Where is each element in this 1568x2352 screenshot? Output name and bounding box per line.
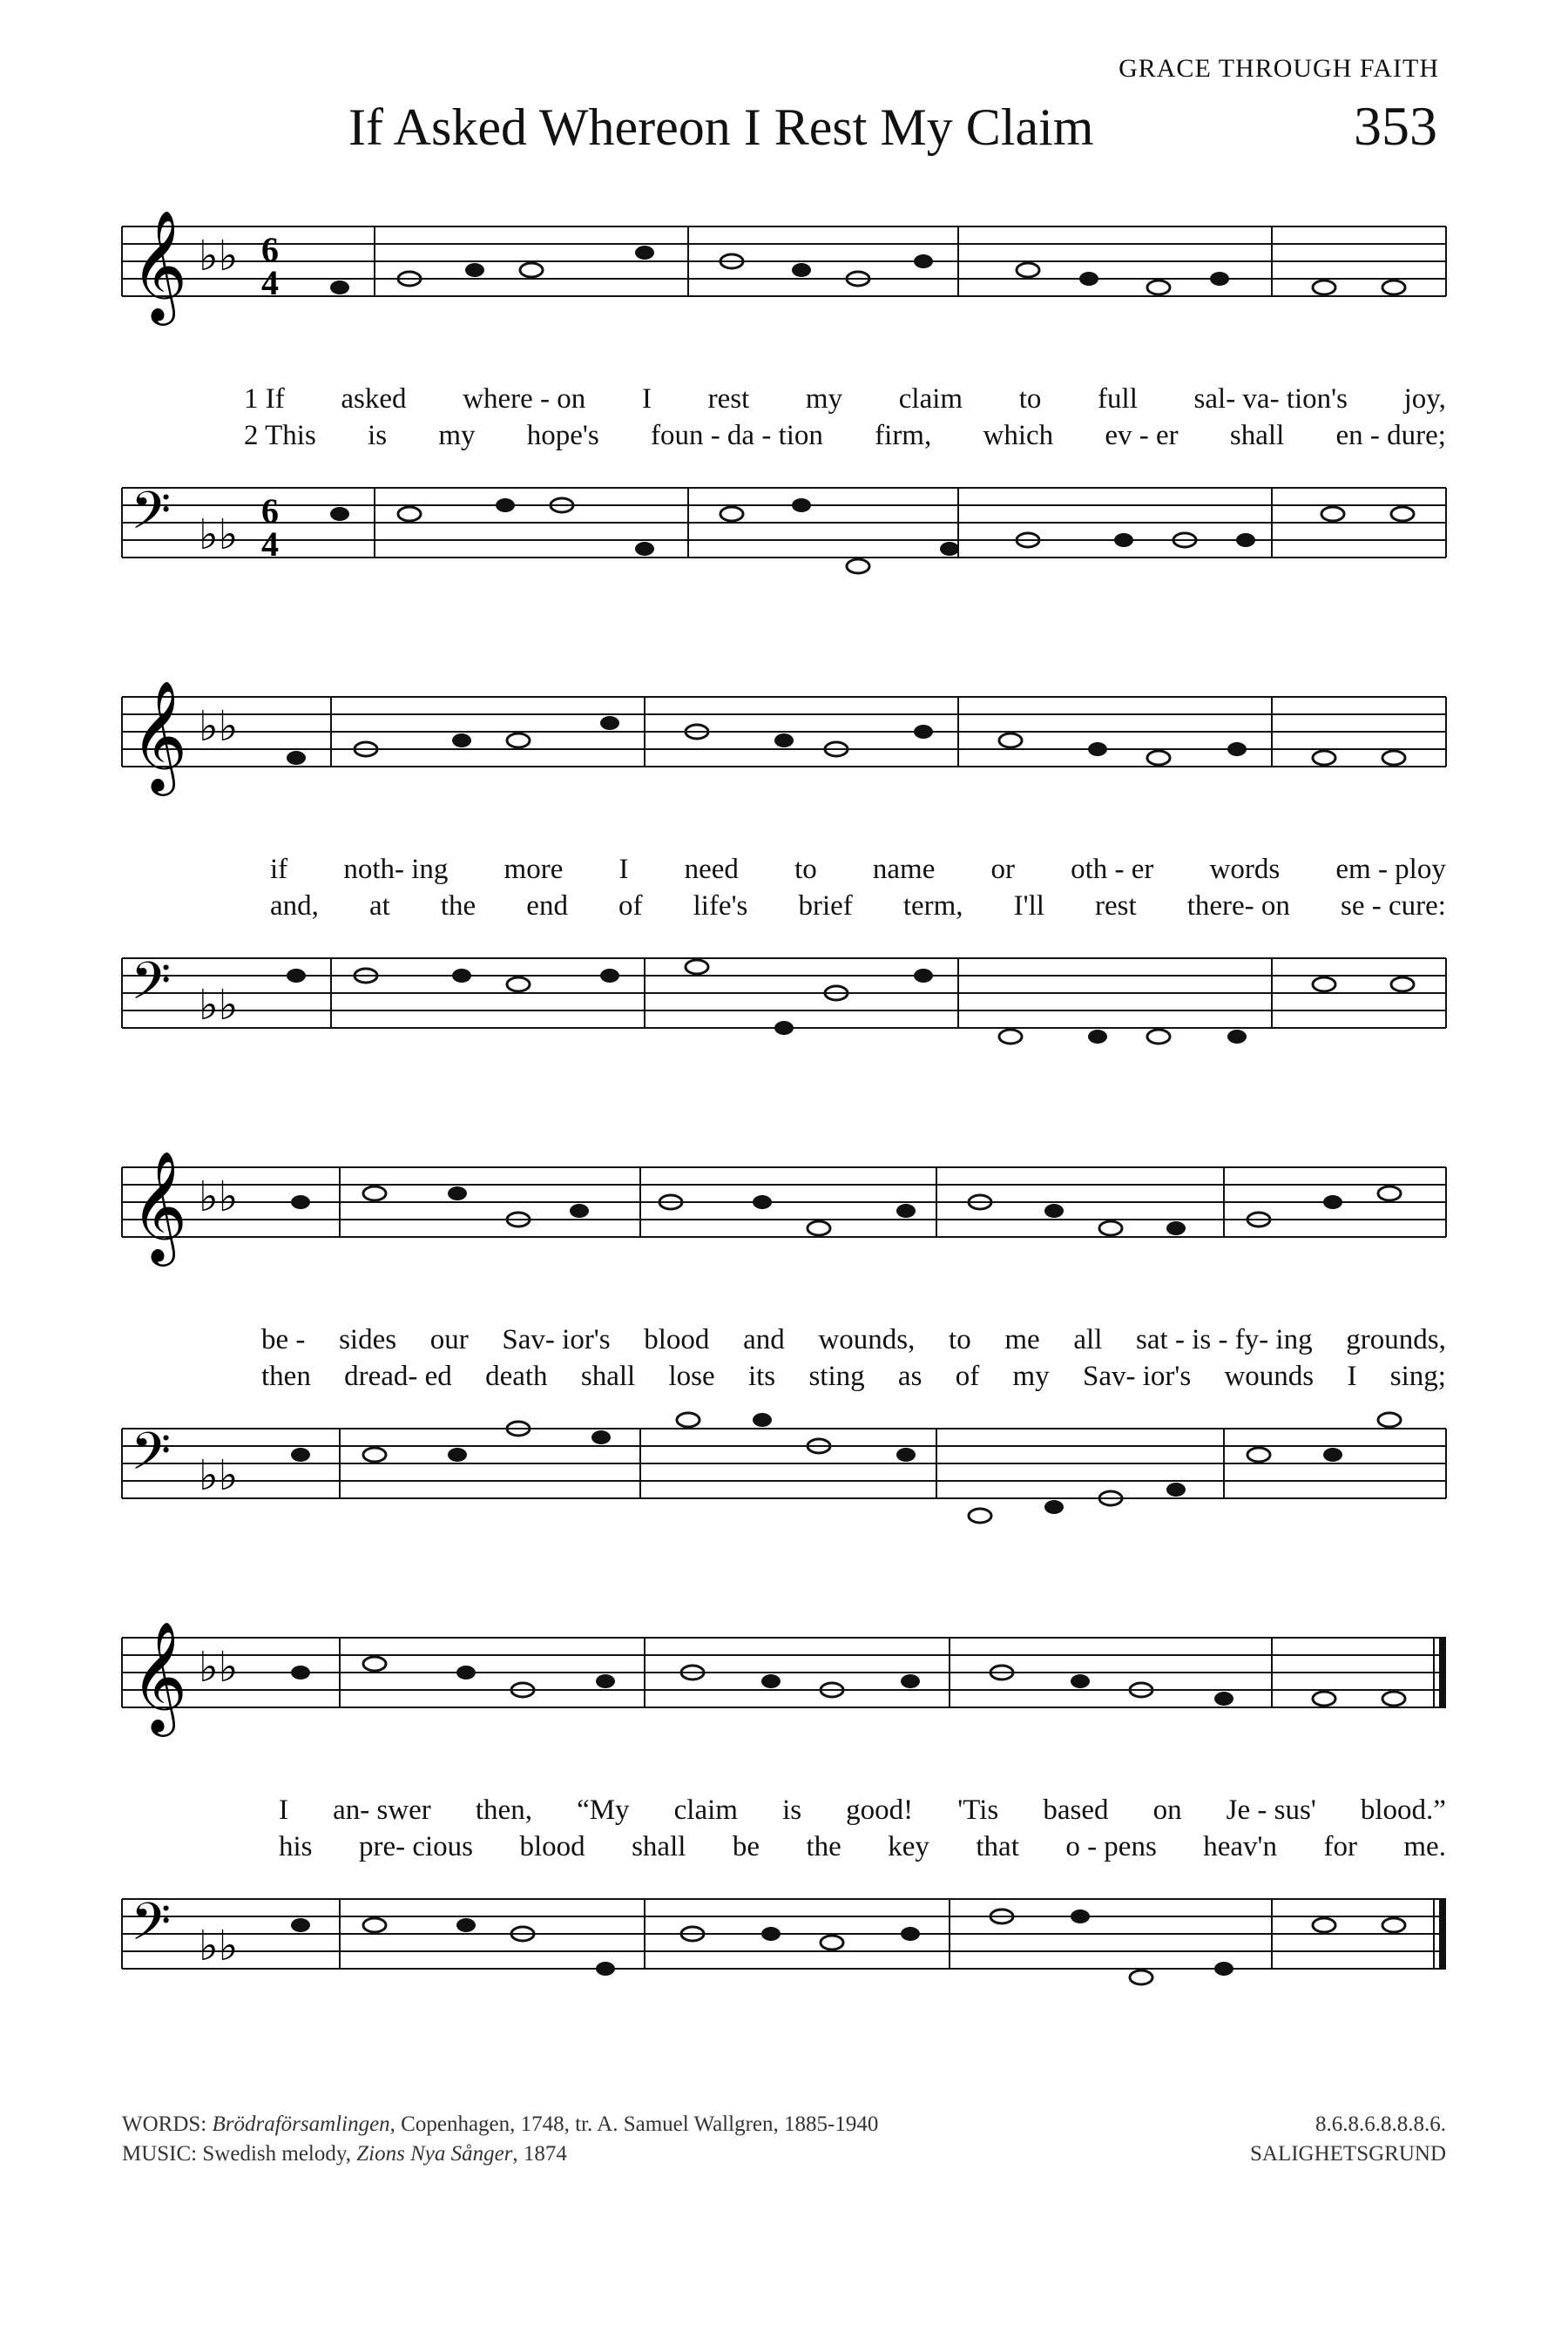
music-system-2 (0, 679, 1568, 1063)
music-details: Swedish melody, (197, 2142, 357, 2166)
lyric: that (976, 1831, 1019, 1862)
lyric: blood (519, 1831, 585, 1862)
lyric: wounds, (818, 1324, 916, 1355)
lyric: my (438, 420, 476, 451)
lyric: lose (668, 1361, 715, 1392)
lyric: noth- ing (343, 854, 449, 885)
lyric: me (1004, 1324, 1040, 1355)
lyric: blood (644, 1324, 710, 1355)
lyric: sing; (1389, 1361, 1446, 1392)
treble-staff (0, 1150, 1568, 1324)
lyric: my (805, 383, 843, 415)
lyric: of (618, 890, 643, 922)
lyric: there- on (1186, 890, 1290, 922)
lyric: 'Tis (957, 1794, 999, 1826)
lyric: life's (693, 890, 748, 922)
lyric: dread- ed (344, 1361, 452, 1392)
lyric: to (1018, 383, 1042, 415)
treble-staff (0, 679, 1568, 854)
music-credit (122, 2139, 878, 2169)
meter: 8.6.8.6.8.8.8.6. (1315, 2112, 1446, 2136)
music-system-4 (0, 1620, 1568, 2004)
svg-text:𝄢: 𝄢 (131, 950, 172, 1024)
bass-staff (0, 941, 1568, 1080)
lyric: I'll (1013, 890, 1044, 922)
verse-1-lyrics (270, 854, 1446, 886)
bass-staff (0, 1411, 1568, 1551)
lyric: to (949, 1324, 971, 1355)
lyric: 2 This (244, 420, 316, 451)
lyric: which (983, 420, 1054, 451)
treble-staff (0, 209, 1568, 383)
words-credit (122, 2110, 878, 2139)
music-system-1 (0, 209, 1568, 592)
music-label: MUSIC: (122, 2142, 198, 2166)
svg-text:𝄞: 𝄞 (131, 209, 188, 321)
svg-text:♭♭: ♭♭ (199, 702, 239, 751)
lyric: an- swer (333, 1794, 431, 1826)
lyric: need (684, 854, 739, 885)
lyric: on (1152, 1794, 1182, 1826)
svg-text:6: 6 (261, 230, 279, 269)
lyric: wounds (1224, 1361, 1315, 1392)
music-system-3 (0, 1150, 1568, 1533)
lyric: se - cure: (1341, 890, 1446, 922)
lyric: end (526, 890, 568, 922)
tune-name: SALIGHETSGRUND (1250, 2142, 1446, 2166)
lyric: all (1073, 1324, 1103, 1355)
verse-1-lyrics (261, 1324, 1446, 1356)
lyric: and (743, 1324, 785, 1355)
lyric: more (504, 854, 564, 885)
lyric: be - (261, 1324, 306, 1355)
lyric: foun - da - tion (650, 420, 823, 451)
lyric: good! (846, 1794, 914, 1826)
bass-staff (0, 1882, 1568, 2021)
svg-text:4: 4 (261, 524, 279, 564)
lyric: is (782, 1794, 802, 1826)
verse-2-lyrics (279, 1831, 1446, 1863)
lyric: joy, (1403, 383, 1446, 415)
words-details: , Copenhagen, 1748, tr. A. Samuel Wallgren, 1885-1940 (389, 2112, 879, 2136)
lyric: key (888, 1831, 929, 1862)
lyric: for (1323, 1831, 1357, 1862)
lyric: full (1098, 383, 1138, 415)
verse-1-lyrics (279, 1794, 1446, 1827)
svg-text:♭♭: ♭♭ (199, 1922, 239, 1970)
page-title: If Asked Whereon I Rest My Claim (348, 98, 1094, 156)
lyric: or (990, 854, 1015, 885)
lyric: is (368, 420, 388, 451)
lyric: me. (1403, 1831, 1446, 1862)
lyric: en - dure; (1335, 420, 1446, 451)
svg-text:𝄢: 𝄢 (131, 1891, 172, 1964)
svg-text:𝄢: 𝄢 (131, 1421, 172, 1494)
verse-1-lyrics (244, 383, 1446, 416)
svg-text:𝄢: 𝄢 (131, 480, 172, 553)
lyric: where - on (463, 383, 586, 415)
lyric: and, (270, 890, 319, 922)
svg-text:♭♭: ♭♭ (199, 510, 239, 559)
lyric: at (368, 890, 390, 922)
lyric: then, (475, 1794, 532, 1826)
verse-2-lyrics (270, 890, 1446, 923)
lyric: I (641, 383, 652, 415)
lyric: then (261, 1361, 311, 1392)
lyric: brief (798, 890, 853, 922)
lyric: claim (673, 1794, 738, 1826)
svg-text:♭♭: ♭♭ (199, 1173, 239, 1221)
svg-text:6: 6 (261, 491, 279, 531)
lyric: heav'n (1203, 1831, 1277, 1862)
tune-info (1250, 2110, 1446, 2169)
lyric: if (270, 854, 288, 885)
svg-text:4: 4 (261, 263, 279, 302)
lyric: “My (577, 1794, 630, 1826)
credits (122, 2110, 878, 2169)
lyric: asked (341, 383, 407, 415)
lyric: ev - er (1105, 420, 1179, 451)
lyric: I (1347, 1361, 1357, 1392)
lyric: oth - er (1071, 854, 1154, 885)
words-source: Brödraförsamlingen (212, 2112, 390, 2136)
music-year: , 1874 (512, 2142, 567, 2166)
lyric: Je - sus' (1226, 1794, 1316, 1826)
lyric: my (1012, 1361, 1050, 1392)
lyric: sat - is - fy- ing (1136, 1324, 1313, 1355)
svg-text:♭♭: ♭♭ (199, 981, 239, 1030)
lyric: sal- va- tion's (1193, 383, 1348, 415)
music-source: Zions Nya Sånger (356, 2142, 513, 2166)
lyric: shall (1229, 420, 1285, 451)
lyric: to (794, 854, 817, 885)
hymn-number: 353 (1354, 95, 1437, 157)
section-label: GRACE THROUGH FAITH (1119, 54, 1439, 83)
lyric: of (955, 1361, 980, 1392)
lyric: Sav- ior's (502, 1324, 611, 1355)
lyric: firm, (875, 420, 932, 451)
lyric: its (747, 1361, 776, 1392)
lyric: sides (339, 1324, 397, 1355)
lyric: shall (632, 1831, 686, 1862)
lyric: name (872, 854, 936, 885)
lyric: our (429, 1324, 469, 1355)
bass-staff (0, 470, 1568, 610)
svg-text:𝄞: 𝄞 (131, 1150, 188, 1261)
lyric: Sav- ior's (1082, 1361, 1192, 1392)
svg-text:𝄞: 𝄞 (131, 679, 188, 791)
verse-2-lyrics (244, 420, 1446, 452)
lyric: his (279, 1831, 313, 1862)
lyric: grounds, (1346, 1324, 1446, 1355)
svg-text:𝄞: 𝄞 (131, 1620, 188, 1732)
words-label: WORDS: (122, 2112, 207, 2136)
lyric: rest (1095, 890, 1137, 922)
lyric: em - ploy (1335, 854, 1446, 885)
lyric: claim (898, 383, 963, 415)
lyric: blood.” (1360, 1794, 1446, 1826)
lyric: shall (580, 1361, 636, 1392)
treble-staff (0, 1620, 1568, 1794)
lyric: based (1043, 1794, 1109, 1826)
lyric: be (732, 1831, 760, 1862)
lyric: sting (808, 1361, 865, 1392)
lyric: I (279, 1794, 288, 1826)
lyric: 1 If (244, 383, 285, 415)
lyric: rest (707, 383, 750, 415)
svg-text:♭♭: ♭♭ (199, 1451, 239, 1500)
lyric: hope's (526, 420, 599, 451)
verse-2-lyrics (261, 1361, 1446, 1393)
lyric: death (485, 1361, 548, 1392)
lyric: the (806, 1831, 841, 1862)
lyric: I (618, 854, 629, 885)
lyric: o - pens (1065, 1831, 1157, 1862)
svg-text:♭♭: ♭♭ (199, 232, 239, 280)
lyric: pre- cious (358, 1831, 474, 1862)
svg-text:♭♭: ♭♭ (199, 1643, 239, 1692)
lyric: words (1209, 854, 1281, 885)
lyric: the (440, 890, 476, 922)
lyric: term, (902, 890, 963, 922)
lyric: as (897, 1361, 923, 1392)
